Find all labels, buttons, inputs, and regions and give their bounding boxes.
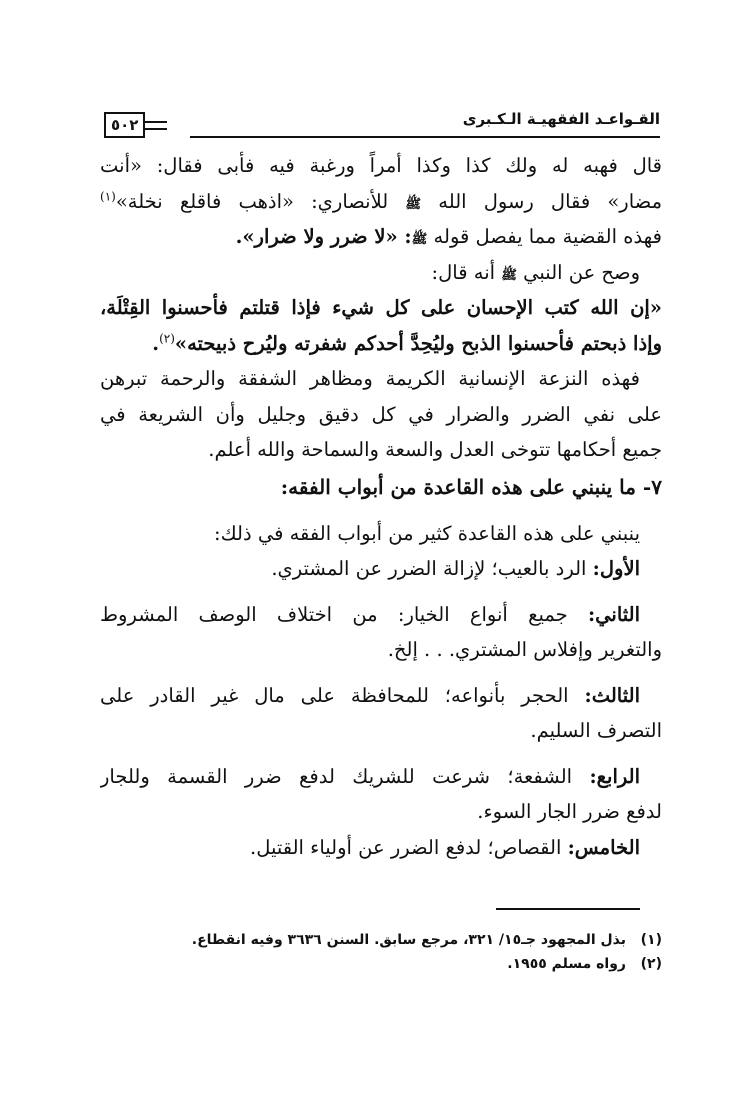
text-run: : «لا ضرر ولا ضرار». [235,225,412,248]
list-item-continuation: لدفع ضرر الجار السوء. [477,800,662,823]
spacer [100,668,662,678]
spacer [100,749,662,759]
paragraph-line [100,219,662,255]
paragraph-line: فهذه النزعة الإنسانية الكريمة ومظاهر الشفقة والرحمة تبرهن [100,367,640,390]
hadith-line: «إن الله كتب الإحسان على كل شيء فإذا قتلتم فأحسنوا القِتْلَة، [100,296,662,319]
salla-ligature-icon: ﷺ [405,196,422,212]
running-header [104,108,660,140]
text-run: فهذه القضية مما يفصل قوله [433,225,662,248]
footnote-text: رواه مسلم ١٩٥٥. [507,956,626,972]
item-text: الرد بالعيب؛ لإزالة الضرر عن المشتري. [271,557,587,580]
footnote-ref-1: (١) [100,189,116,203]
footnote-number: (١) [640,932,662,948]
paragraph-line: ينبني على هذه القاعدة كثير من أبواب الفقه في ذلك: [214,521,640,545]
text-run: . [152,331,160,355]
page-number-double-rule [145,121,167,130]
list-item-continuation: والتغرير وإفلاس المشتري. . . إلخ. [387,638,662,661]
text-run: مضار» فقال رسول الله [438,189,662,213]
list-item-continuation: التصرف السليم. [530,719,662,742]
paragraph-line [100,255,662,291]
text-run: وإذا ذبحتم فأحسنوا الذبح وليُحِدَّ أحدكم شفرته وليُرح ذبيحته» [174,331,662,355]
item-label: الثالث: [584,683,640,707]
salla-ligature-icon: ﷺ [411,232,428,247]
footnote [100,952,662,976]
paragraph-line: على نفي الضرر والضرار في كل دقيق وجليل وأن الشريعة في [100,402,662,426]
page-number: ٥٠٢ [104,112,145,138]
item-text: جميع أنواع الخيار: من اختلاف الوصف المشروط [100,602,568,626]
footnotes [100,928,662,976]
list-item [100,551,662,587]
list-item [100,830,662,866]
hadith-line [100,326,662,362]
paragraph-line [100,184,662,220]
spacer [100,506,662,516]
spacer [100,587,662,597]
footnote [100,928,662,952]
page-number-block [104,112,184,138]
book-title: القـواعـد الفقهيـة الـكـبرى [462,110,660,128]
item-text: الشفعة؛ شرعت للشريك لدفع ضرر القسمة وللجار [100,764,573,788]
item-label: الأول: [592,557,640,580]
item-text: القصاص؛ لدفع الضرر عن أولياء القتيل. [250,835,562,859]
item-label: الخامس: [567,835,640,859]
footnote-text: بذل المجهود جـ١٥/ ٣٢١، مرجع سابق. السنن ٣٦٣٦ وفيه انقطاع. [191,932,626,948]
item-label: الثاني: [587,602,641,626]
text-run: للأنصاري: «اذهب فاقلع نخلة» [115,189,389,213]
paragraph-line: قال فهبه له ولك كذا وكذا أمراً ورغبة فيه فأبى فقال: «أنت [100,154,662,177]
list-item [100,759,662,795]
section-heading: ٧- ما ينبني على هذه القاعدة من أبواب الفقه: [280,474,662,499]
main-text [100,148,662,865]
footnote-ref-2: (٢) [159,331,175,345]
item-text: الحجر بأنواعه؛ للمحافظة على مال غير القادر على [100,683,569,707]
paragraph-line: جميع أحكامها تتوخى العدل والسعة والسماحة والله أعلم. [208,438,662,461]
list-item [100,597,662,633]
list-item [100,678,662,714]
header-rule [190,136,660,138]
text-run: وصح عن النبي [523,260,640,284]
footnote-separator [496,908,640,910]
item-label: الرابع: [589,764,641,788]
footnote-number: (٢) [640,956,662,972]
text-run: أنه قال: [431,260,496,284]
salla-ligature-icon: ﷺ [501,267,517,283]
